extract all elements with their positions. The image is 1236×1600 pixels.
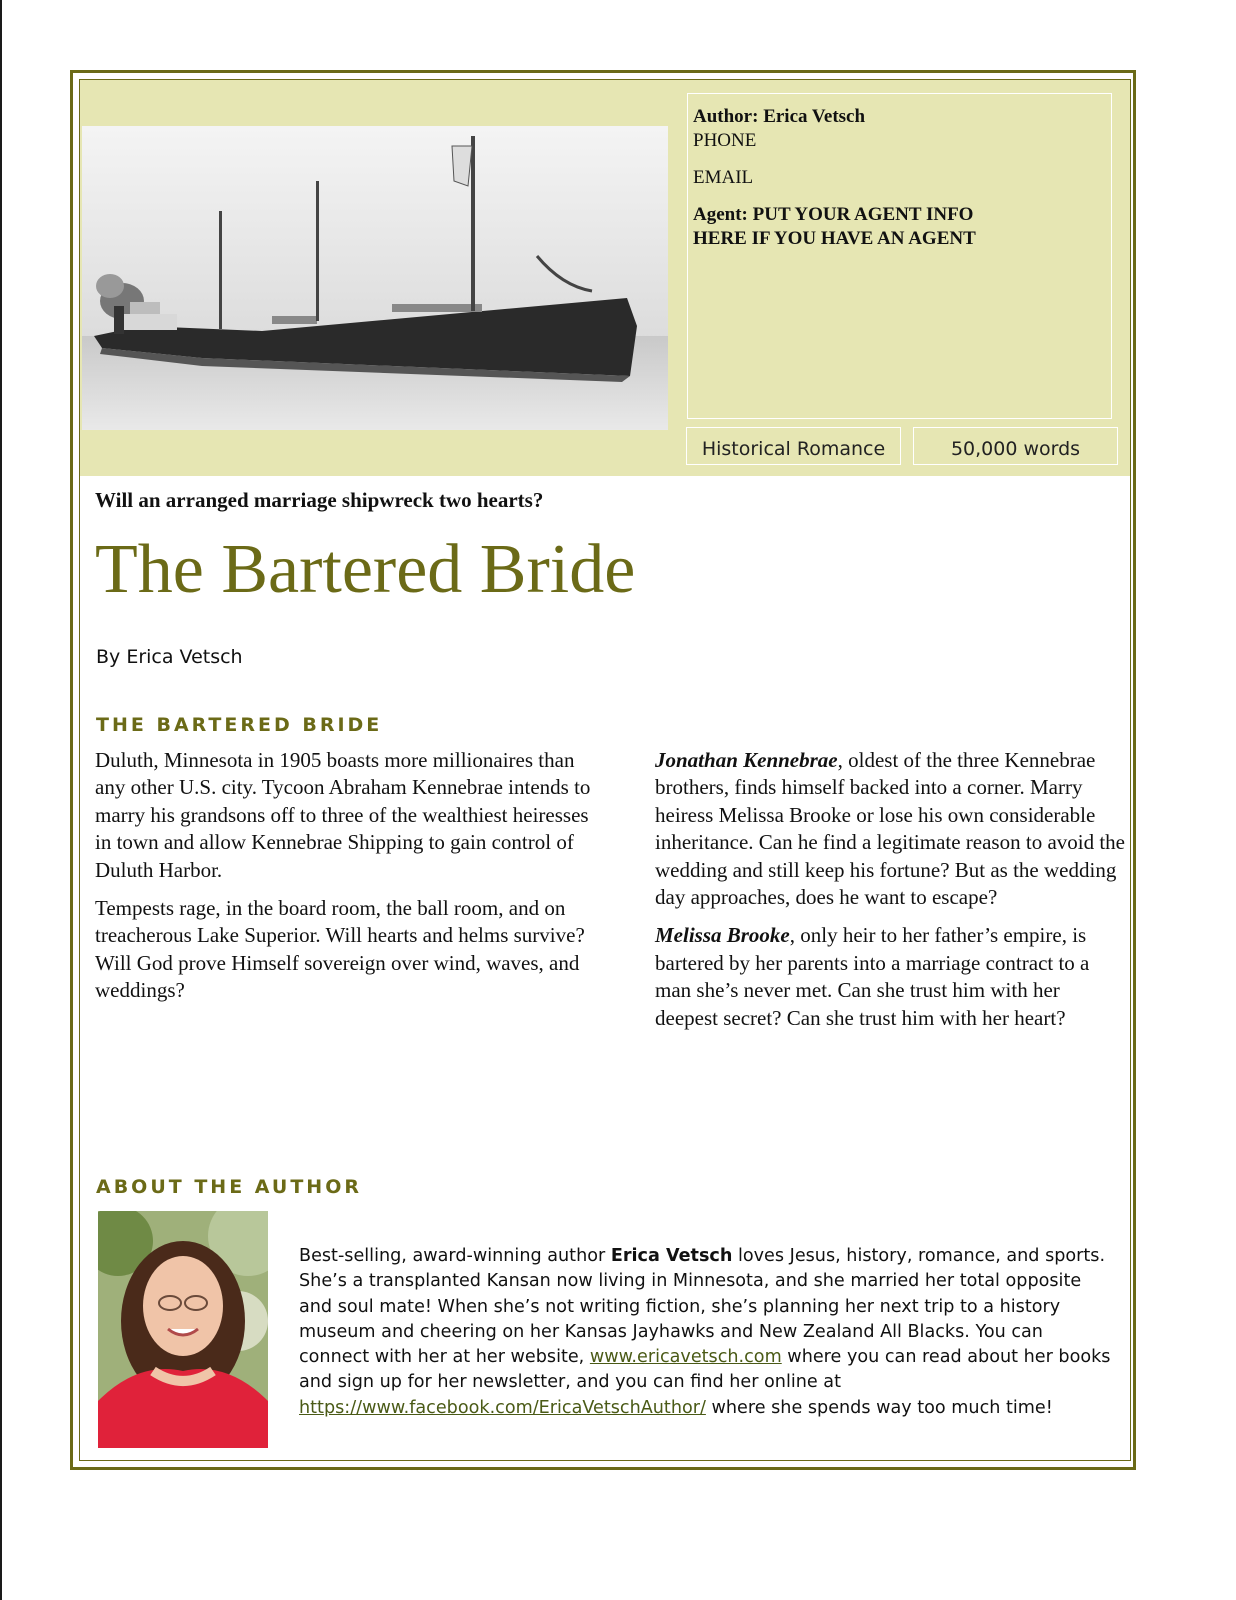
heroine-name: Melissa Brooke — [655, 923, 790, 948]
author-bio — [299, 1244, 1114, 1421]
agent-info-line1: PUT YOUR AGENT INFO — [752, 204, 974, 225]
synopsis-paragraph-1: Duluth, Minnesota in 1905 boasts more millionaires than any other U.S. city. Tycoon Abraham Kennebrae intends to marry his grandsons off to three of the wealthiest heiresses in town and allow Kennebrae Shipping to gain control of Duluth Harbor. — [95, 748, 591, 882]
author-email: EMAIL — [693, 167, 754, 188]
hero-text: , oldest of the three Kennebrae brothers, finds himself backed into a corner. Marry heiress Melissa Brooke or lose his own considerable inheritance. Can he find a legitimate reason to avoid the wedding and still keep his fortune? But as the wedding day approaches, does he want to escape? — [655, 748, 1125, 910]
page-edge-rule — [0, 0, 2, 1600]
heroine-paragraph — [655, 922, 1125, 1032]
synopsis-left-column — [95, 747, 605, 1016]
website-link[interactable]: www.ericavetsch.com — [589, 1347, 782, 1368]
book-title: The Bartered Bride — [95, 531, 636, 608]
author-contact-box — [687, 93, 1112, 419]
author-name: Author: Erica Vetsch — [693, 106, 866, 127]
about-author-heading: ABOUT THE AUTHOR — [96, 1176, 362, 1198]
hero-name: Jonathan Kennebrae — [655, 748, 838, 772]
author-photo — [98, 1211, 268, 1448]
agent-label: Agent: — [693, 204, 748, 225]
ship-photo — [82, 126, 668, 430]
bio-part-3: where she spends way too much time! — [705, 1397, 1053, 1418]
bio-part-1: loves Jesus, history, romance, and sports. She’s a transplanted Kansan now living in Minnesota, and she married her total opposite and soul mate! When she’s not writing fiction, she’s planning her next trip to a history museum and cheering on her Kansas Jayhawks and New Zealand All Blacks. You can connect with her at her website, — [299, 1246, 1106, 1368]
book-byline: By Erica Vetsch — [96, 646, 243, 668]
agent-info-line2: HERE IF YOU HAVE AN AGENT — [693, 228, 976, 249]
facebook-link[interactable]: https://www.facebook.com/EricaVetschAuthor/ — [299, 1397, 706, 1418]
bio-author-name: Erica Vetsch — [610, 1246, 733, 1266]
bio-part-2: where you can read about her books and sign up for her newsletter, and you can find her online at — [299, 1347, 1111, 1393]
word-count-tag: 50,000 words — [913, 427, 1118, 465]
author-phone: PHONE — [693, 130, 757, 151]
synopsis-paragraph-2: Tempests rage, in the board room, the ball room, and on treacherous Lake Superior. Will hearts and helms survive? Will God prove Himself sovereign over wind, waves, and weddings? — [95, 896, 585, 1003]
synopsis-right-column — [655, 747, 1125, 1043]
genre-tag: Historical Romance — [686, 427, 901, 465]
book-tagline: Will an arranged marriage shipwreck two hearts? — [95, 488, 544, 512]
synopsis-heading: THE BARTERED BRIDE — [96, 714, 383, 736]
hero-paragraph — [655, 747, 1125, 911]
agent-info — [693, 203, 1106, 251]
heroine-text: , only heir to her father’s empire, is bartered by her parents into a marriage contract to a man she’s never met. Can she trust him with her deepest secret? Can she trust him with her heart? — [655, 923, 1090, 1030]
bio-intro: Best-selling, award-winning author — [299, 1246, 611, 1266]
